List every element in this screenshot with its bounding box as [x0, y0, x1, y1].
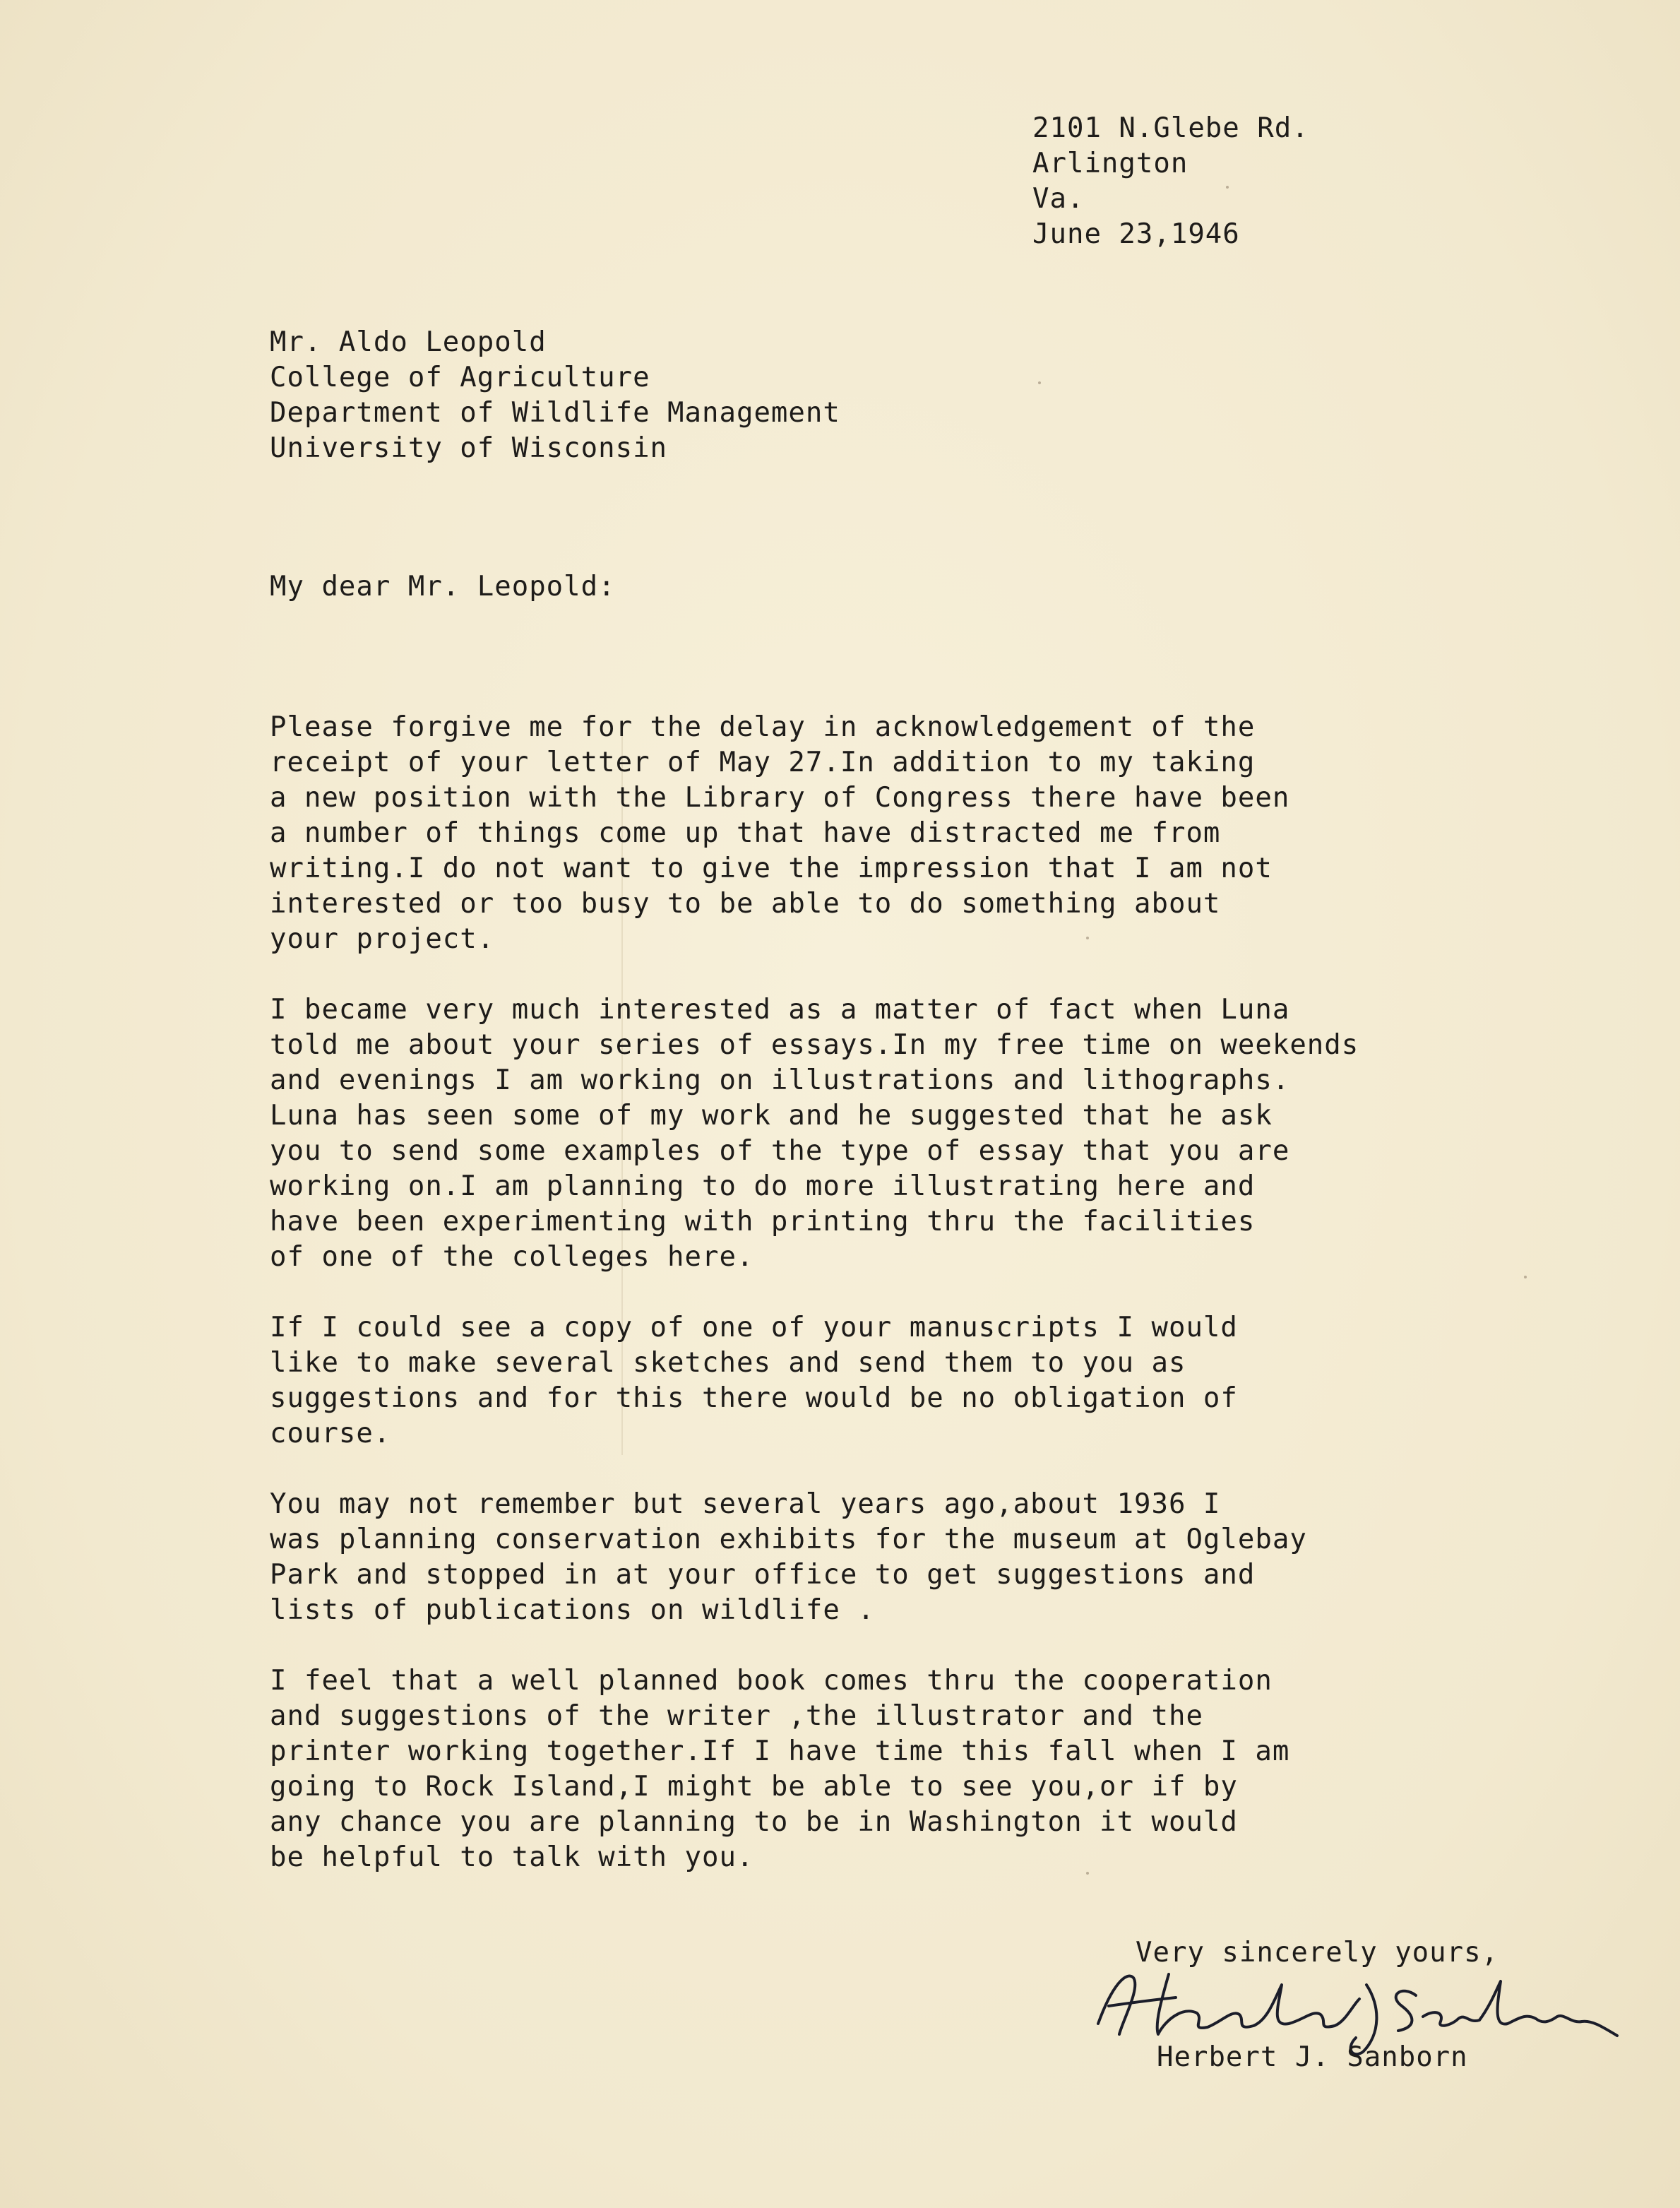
sender-address-line: Arlington: [1032, 148, 1188, 179]
letter-body: [270, 710, 1654, 1911]
body-line: Park and stopped in at your office to get suggestions and: [270, 1559, 1256, 1591]
body-line: writing.I do not want to give the impression that I am not: [270, 853, 1273, 884]
body-line: told me about your series of essays.In my free time on weekends: [270, 1029, 1359, 1061]
body-line: You may not remember but several years ago,about 1936 I: [270, 1488, 1221, 1520]
body-line: be helpful to talk with you.: [270, 1841, 754, 1873]
body-line: of one of the colleges here.: [270, 1241, 754, 1273]
body-line: and suggestions of the writer ,the illustrator and the: [270, 1700, 1203, 1732]
body-paragraph-5: [270, 1663, 1654, 1875]
body-line: If I could see a copy of one of your manuscripts I would: [270, 1312, 1238, 1343]
typed-signer-name: Herbert J. Sanborn: [1157, 2041, 1468, 2073]
body-line: I became very much interested as a matter of fact when Luna: [270, 994, 1290, 1026]
body-line: any chance you are planning to be in Washington it would: [270, 1806, 1238, 1838]
salutation: My dear Mr. Leopold:: [270, 571, 616, 603]
body-line: you to send some examples of the type of essay that you are: [270, 1135, 1290, 1167]
sender-address-line: Va.: [1032, 183, 1085, 215]
body-line: a number of things come up that have distracted me from: [270, 817, 1221, 849]
paper-speck: [1038, 381, 1041, 384]
body-line: lists of publications on wildlife .: [270, 1594, 875, 1626]
sender-address: [1032, 111, 1309, 252]
body-line: course.: [270, 1418, 391, 1449]
body-paragraph-4: [270, 1487, 1654, 1628]
body-paragraph-1: [270, 710, 1654, 957]
recipient-address: [270, 325, 840, 466]
body-line: your project.: [270, 923, 495, 955]
body-line: receipt of your letter of May 27.In addition to my taking: [270, 747, 1256, 778]
body-line: printer working together.If I have time this fall when I am: [270, 1735, 1290, 1767]
recipient-address-line: University of Wisconsin: [270, 432, 668, 464]
body-line: I feel that a well planned book comes thru the cooperation: [270, 1665, 1273, 1697]
body-paragraph-2: [270, 992, 1654, 1275]
recipient-name: Mr. Aldo Leopold: [270, 326, 547, 358]
body-line: working on.I am planning to do more illustrating here and: [270, 1170, 1256, 1202]
body-line: Please forgive me for the delay in acknowledgement of the: [270, 711, 1256, 743]
recipient-address-line: College of Agriculture: [270, 362, 650, 393]
body-line: like to make several sketches and send them to you as: [270, 1347, 1186, 1379]
recipient-address-line: Department of Wildlife Management: [270, 397, 840, 429]
body-line: a new position with the Library of Congress there have been: [270, 782, 1290, 814]
body-line: was planning conservation exhibits for the museum at Oglebay: [270, 1524, 1307, 1555]
closing: Very sincerely yours,: [1136, 1937, 1499, 1969]
letter-date: June 23,1946: [1032, 218, 1240, 250]
body-line: and evenings I am working on illustrations and lithographs.: [270, 1064, 1290, 1096]
sender-address-line: 2101 N.Glebe Rd.: [1032, 112, 1309, 144]
body-paragraph-3: [270, 1310, 1654, 1452]
body-line: Luna has seen some of my work and he suggested that he ask: [270, 1100, 1273, 1132]
body-line: have been experimenting with printing thru the facilities: [270, 1206, 1256, 1237]
body-line: interested or too busy to be able to do something about: [270, 888, 1221, 920]
body-line: going to Rock Island,I might be able to see you,or if by: [270, 1771, 1238, 1803]
body-line: suggestions and for this there would be no obligation of: [270, 1382, 1238, 1414]
